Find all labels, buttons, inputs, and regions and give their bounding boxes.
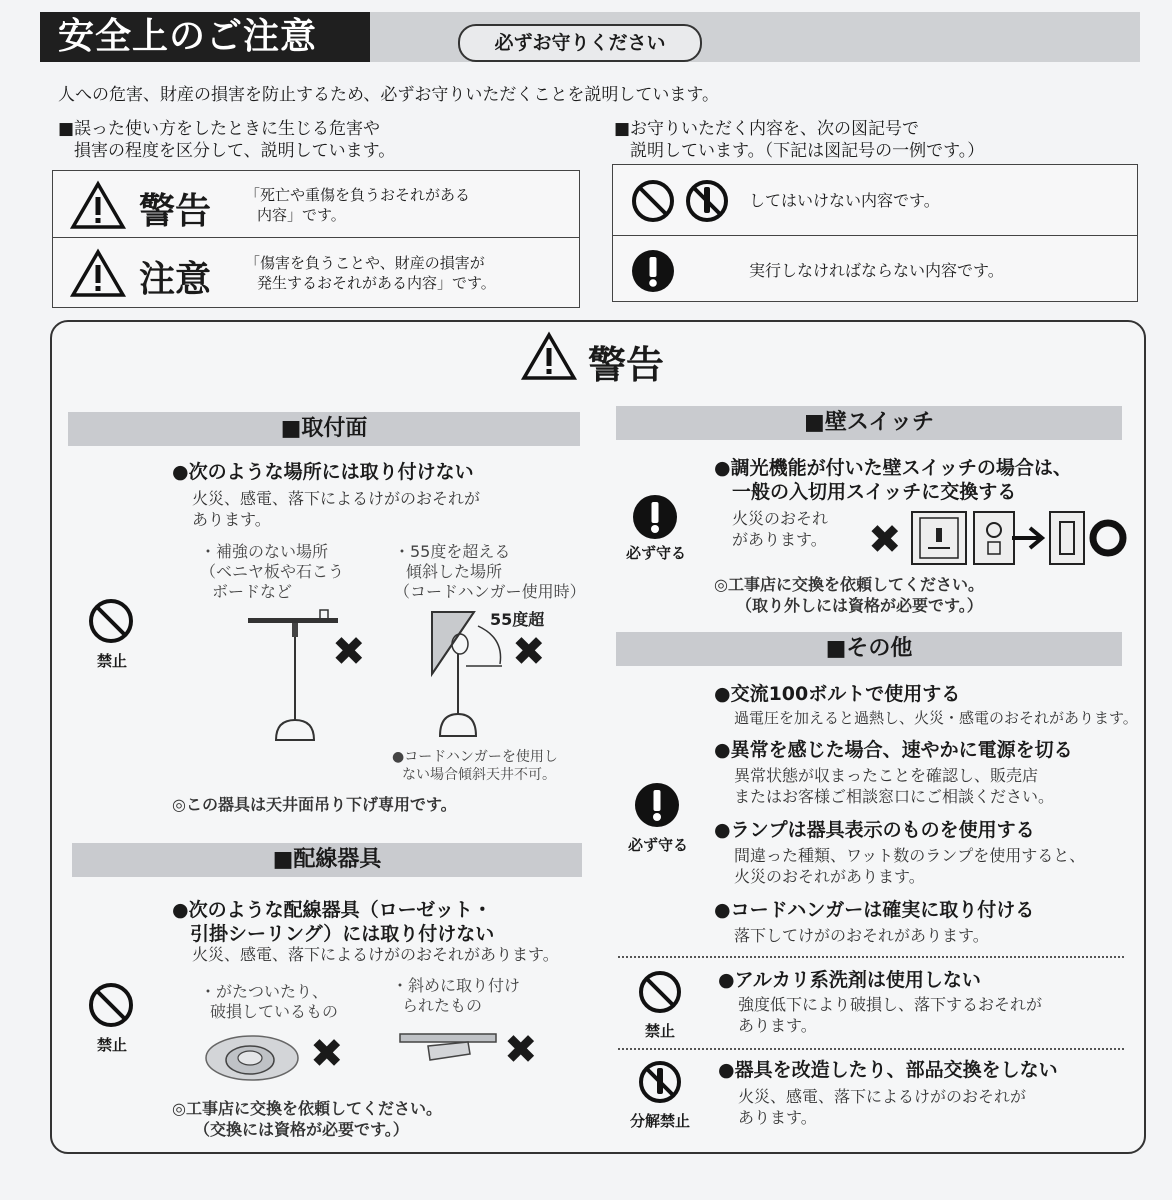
alkali-bullet: ●アルカリ系洗剤は使用しない xyxy=(718,969,981,991)
cross-mark: ✖ xyxy=(310,1031,344,1077)
prohibited-icon xyxy=(88,598,134,644)
mandatory-action-icon xyxy=(634,782,680,828)
switch-icon-label: 必ず守る xyxy=(625,544,686,562)
caution-triangle-icon xyxy=(71,249,125,297)
prohibit-row xyxy=(613,165,1137,236)
switch-footnote: ◎工事店に交換を依頼してください。 （取り外しには資格が必要です。） xyxy=(714,575,984,615)
alkali-icon-label: 禁止 xyxy=(644,1022,675,1040)
mandatory-action-icon xyxy=(632,494,678,540)
other-item-2-note: 異常状態が収まったことを確認し、販売店 またはお客様ご相談窓口にご相談ください。 xyxy=(734,766,1055,806)
angle-label: 55度超 xyxy=(490,610,545,629)
mandatory-row xyxy=(613,237,1137,303)
mandatory-desc: 実行しなければならない内容です。 xyxy=(749,261,1004,280)
other-item-4-note: 落下してけがのおそれがあります。 xyxy=(734,926,989,945)
warning-desc: 「死亡や重傷を負うおそれがある 内容」です。 xyxy=(245,186,471,224)
do-not-disassemble-icon xyxy=(685,179,729,223)
dimmer-switch-illustration xyxy=(910,510,1016,566)
ok-circle-icon xyxy=(1088,518,1128,558)
cross-mark: ✖ xyxy=(512,629,546,675)
mount-case1-label: ・補強のない場所 （ベニヤ板や石こう ボードなど xyxy=(200,542,345,601)
wiring-bullet: ●次のような配線器具（ローゼット・ 引掛シーリング）には取り付けない xyxy=(172,899,495,945)
hazard-level-box xyxy=(52,170,580,308)
wiring-case2-label: ・斜めに取り付け られたもの xyxy=(392,976,521,1015)
alkali-note: 強度低下により破損し、落下するおそれが あります。 xyxy=(738,995,1043,1035)
page-title: 安全上のご注意 xyxy=(40,12,370,62)
mandatory-action-icon xyxy=(631,249,675,293)
modify-bullet: ●器具を改造したり、部品交換をしない xyxy=(718,1059,1058,1081)
warning-triangle-icon xyxy=(71,181,125,229)
intro-text: 人への危害、財産の損害を防止するため、必ずお守りいただくことを説明しています。 xyxy=(58,85,719,105)
symbol-legend-box xyxy=(612,164,1138,302)
panel-title: 警告 xyxy=(588,343,665,387)
caution-row xyxy=(53,239,579,305)
mount-risk: 火災、感電、落下によるけがのおそれが あります。 xyxy=(192,489,481,529)
wiring-footnote: ◎工事店に交換を依頼してください。 （交換には資格が必要です。） xyxy=(172,1099,442,1139)
other-item-3-bullet: ●ランプは器具表示のものを使用する xyxy=(714,819,1035,841)
switch-bullet: ●調光機能が付いた壁スイッチの場合は、 一般の入切用スイッチに交換する xyxy=(714,457,1072,503)
tilted-rosette-illustration xyxy=(400,1028,500,1078)
left-subtitle: ■誤った使い方をしたときに生じる危害や 損害の程度を区分して、説明しています。 xyxy=(58,119,396,161)
modify-note: 火災、感電、落下によるけがのおそれが あります。 xyxy=(738,1087,1027,1127)
prohibited-icon xyxy=(631,179,675,223)
warning-row xyxy=(53,171,579,238)
mount-bullet: ●次のような場所には取り付けない xyxy=(172,461,474,483)
standard-switch-illustration xyxy=(1048,510,1086,566)
cross-mark: ✖ xyxy=(504,1027,538,1073)
other-section-header: ■その他 xyxy=(616,632,1122,666)
angle-note: ●コードハンガーを使用し ない場合傾斜天井不可。 xyxy=(392,749,558,783)
wiring-risk: 火災、感電、落下によるけがのおそれがあります。 xyxy=(192,945,559,964)
caution-keyword: 注意 xyxy=(139,259,212,300)
other-icon-label: 必ず守る xyxy=(627,836,688,854)
wiring-section-header: ■配線器具 xyxy=(72,843,582,877)
divider xyxy=(618,1048,1124,1050)
wiring-icon-label: 禁止 xyxy=(96,1036,127,1054)
damaged-rosette-illustration xyxy=(202,1030,302,1090)
cross-mark: ✖ xyxy=(868,517,902,563)
wiring-case1-label: ・がたついたり、 破損しているもの xyxy=(200,982,339,1021)
prohibit-desc: してはいけない内容です。 xyxy=(749,191,940,210)
warning-keyword: 警告 xyxy=(139,191,212,232)
do-not-disassemble-icon xyxy=(638,1060,682,1104)
panel-warning-triangle-icon xyxy=(522,332,576,380)
caution-desc: 「傷害を負うことや、財産の損害が 発生するおそれがある内容」です。 xyxy=(245,254,496,292)
mount-footnote: ◎この器具は天井面吊り下げ専用です。 xyxy=(172,795,457,814)
other-item-3-note: 間違った種類、ワット数のランプを使用すると、 火災のおそれがあります。 xyxy=(734,846,1086,886)
switch-risk: 火災のおそれ があります。 xyxy=(732,509,829,549)
arrow-right-icon xyxy=(1010,524,1048,552)
other-item-1-bullet: ●交流100ボルトで使用する xyxy=(714,683,961,705)
modify-icon-label: 分解禁止 xyxy=(629,1112,690,1130)
must-follow-badge: 必ずお守りください xyxy=(458,24,702,62)
divider xyxy=(618,956,1124,958)
ceiling-pendant-illustration xyxy=(248,608,338,743)
mount-icon-label: 禁止 xyxy=(96,652,127,670)
prohibited-icon xyxy=(88,982,134,1028)
mount-case2-label: ・55度を超える 傾斜した場所 （コードハンガー使用時） xyxy=(394,542,586,601)
mount-section-header: ■取付面 xyxy=(68,412,580,446)
switch-section-header: ■壁スイッチ xyxy=(616,406,1122,440)
cross-mark: ✖ xyxy=(332,629,366,675)
other-item-4-bullet: ●コードハンガーは確実に取り付ける xyxy=(714,899,1035,921)
other-item-1-note: 過電圧を加えると過熱し、火災・感電のおそれがあります。 xyxy=(734,709,1138,727)
other-item-2-bullet: ●異常を感じた場合、速やかに電源を切る xyxy=(714,739,1073,761)
prohibited-icon xyxy=(638,970,682,1014)
right-subtitle: ■お守りいただく内容を、次の図記号で 説明しています。（下記は図記号の一例です。） xyxy=(614,119,985,161)
